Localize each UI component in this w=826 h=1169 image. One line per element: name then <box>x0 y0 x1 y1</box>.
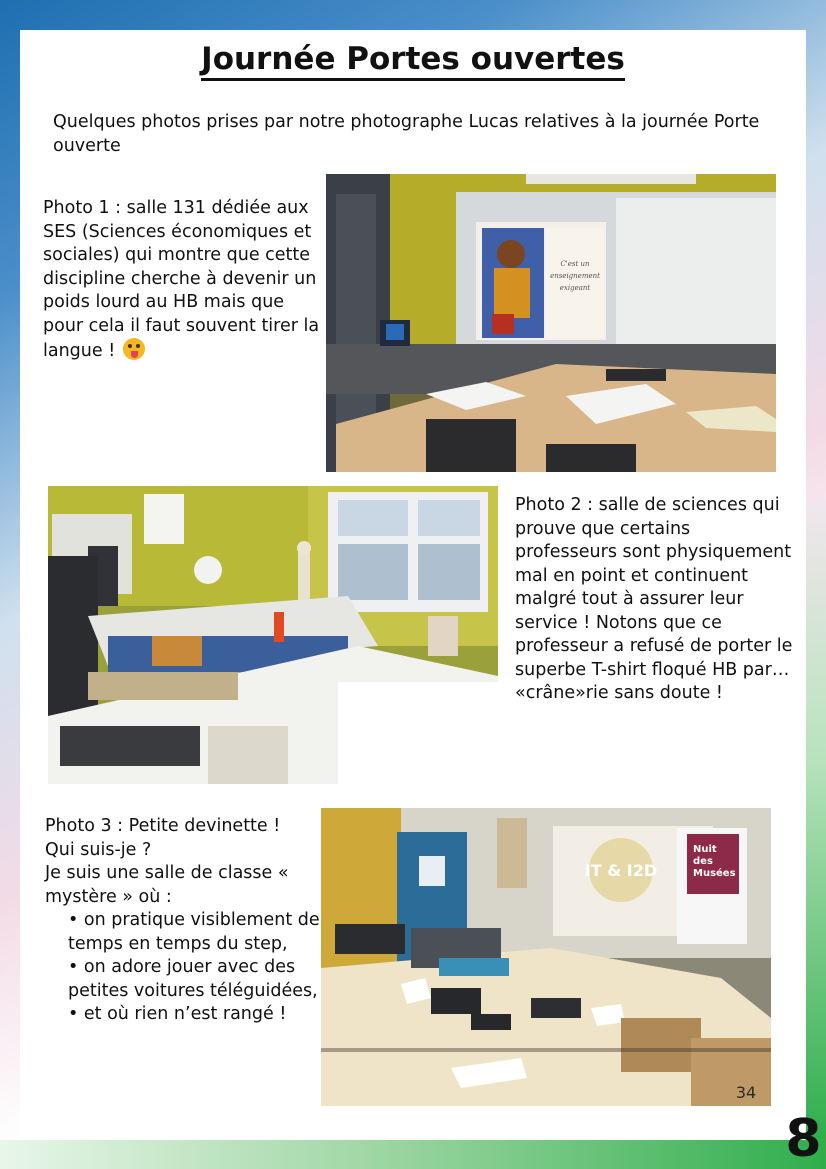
photo3-caption-line3: Je suis une salle de classe « mystère » où : <box>45 863 289 907</box>
photo1-caption: Photo 1 : salle 131 dédiée aux SES (Sciences économiques et sociales) qui montre que cette discipline cherche à devenir un poids lourd au HB mais que pour cela il faut souvent tirer la langue ! <box>43 198 320 361</box>
photo1-caption-block <box>43 197 323 364</box>
photo2-science-classroom <box>48 486 498 784</box>
slide-text-line3: exigeant <box>559 284 591 292</box>
photo3-bullet: • et où rien n’est rangé ! <box>68 1004 287 1024</box>
page-number: 8 <box>785 1109 821 1169</box>
decorative-band-bottom <box>0 1140 826 1169</box>
intro-text: Quelques photos prises par notre photographe Lucas relatives à la journée Porte ouverte <box>53 112 760 156</box>
photo3-caption-line2: Qui suis-je ? <box>45 839 152 860</box>
photo3-bullet: • on pratique visiblement de temps en temps du step, <box>68 910 320 954</box>
slide-text-line1: C'est un <box>560 260 590 268</box>
slide-text-line2: enseignement <box>550 272 600 280</box>
tongue-out-emoji-icon <box>123 338 145 360</box>
photo3-bullet: • on adore jouer avec des petites voitures téléguidées, <box>68 957 318 1001</box>
photo3-caption-block <box>45 815 320 1027</box>
screen-text: IT & I2D <box>584 861 658 880</box>
photo3-mystery-classroom <box>321 808 771 1106</box>
poster-text-line1: Nuit <box>693 844 717 855</box>
photo1-ses-classroom <box>326 174 776 472</box>
photo2-caption: Photo 2 : salle de sciences qui prouve que certains professeurs sont physiquement mal en point et continuent malgré tout à assurer leur service ! Notons que ce professeur a refusé de porter le superbe T-shirt floqué HB par… «crâne»rie sans doute ! <box>515 495 793 703</box>
page-title: Journée Portes ouvertes <box>0 38 826 80</box>
poster-text-line3: Musées <box>693 868 736 879</box>
box-label: 34 <box>735 1083 757 1102</box>
photo3-caption-line1: Photo 3 : Petite devinette ! <box>45 816 281 836</box>
poster-text-line2: des <box>693 856 713 867</box>
decorative-band-right <box>806 500 826 1140</box>
